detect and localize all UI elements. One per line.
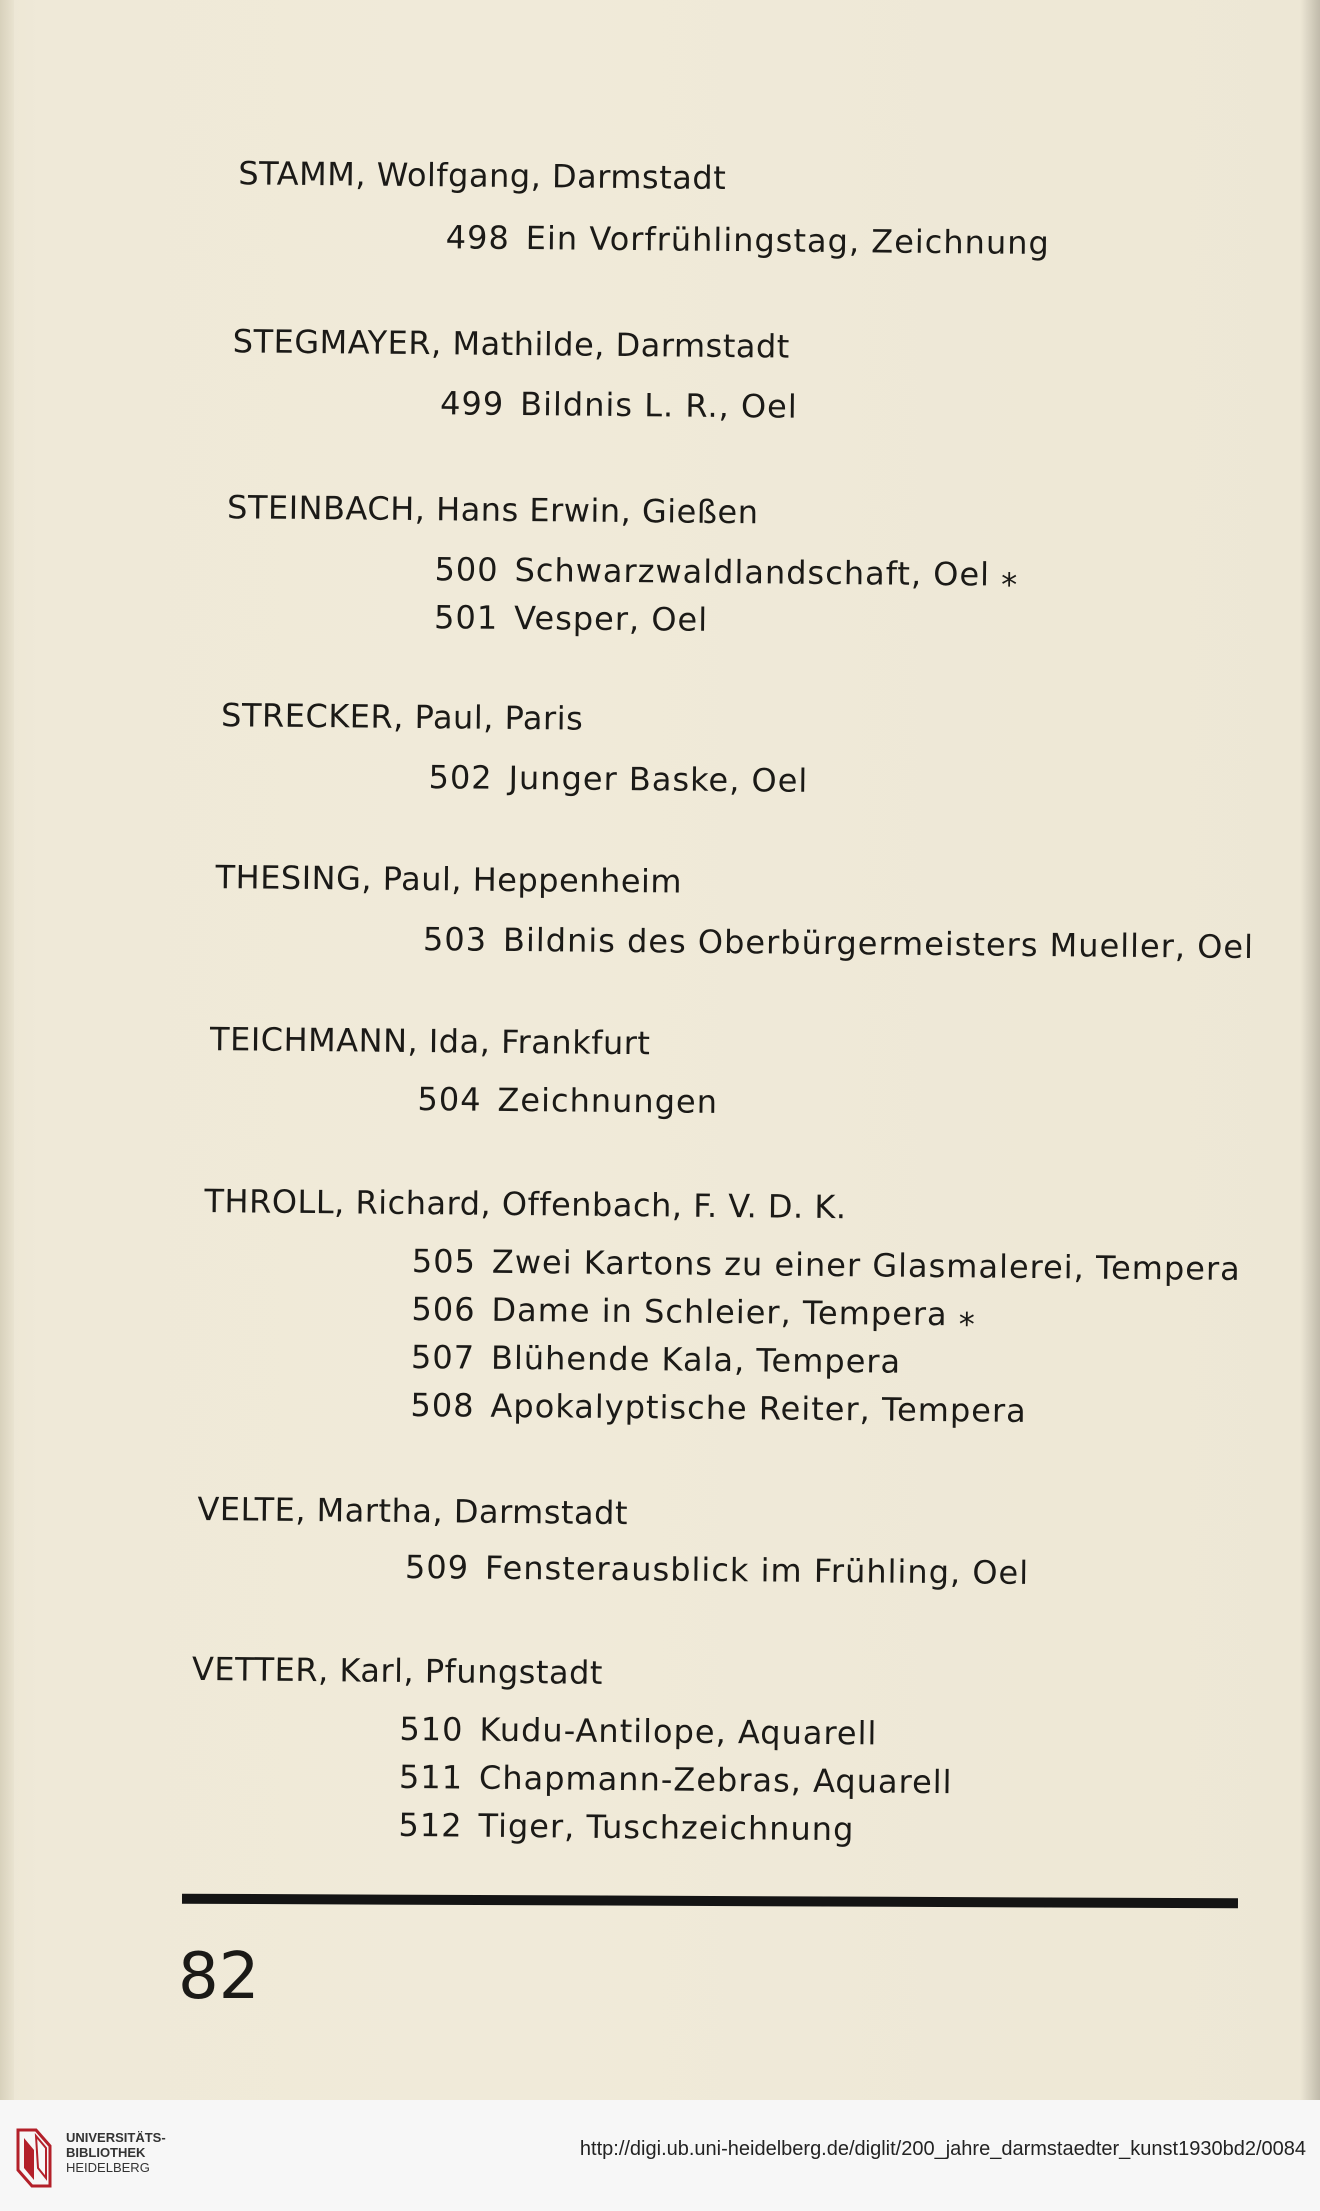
work-title: Bildnis L. R., Oel	[519, 385, 798, 426]
artist-heading: STRECKER, Paul, Paris	[220, 696, 584, 738]
artist-heading: STAMM, Wolfgang, Darmstadt	[238, 154, 727, 197]
work-title: Dame in Schleier, Tempera ⁎	[491, 1290, 976, 1334]
work-title: Schwarzwaldlandschaft, Oel ⁎	[514, 550, 1019, 594]
work-number: 510	[399, 1709, 464, 1749]
work-number: 507	[410, 1338, 476, 1377]
work-number: 504	[417, 1080, 482, 1119]
artist-heading: THROLL, Richard, Offenbach, F. V. D. K.	[204, 1182, 847, 1227]
artist-heading: STEGMAYER, Mathilde, Darmstadt	[232, 322, 791, 366]
work-entry	[399, 1710, 877, 1753]
work-number: 505	[411, 1242, 477, 1281]
work-entry	[399, 1758, 953, 1801]
source-url-link[interactable]: http://digi.ub.uni-heidelberg.de/diglit/200_jahre_darmstaedter_kunst1930bd2/0084	[579, 2138, 1306, 2160]
library-line: UNIVERSITÄTS-	[66, 2130, 166, 2145]
footer-bar	[0, 2100, 1320, 2211]
work-entry	[398, 1806, 854, 1848]
work-entry	[440, 384, 798, 425]
work-title: Apokalyptische Reiter, Tempera	[490, 1386, 1027, 1430]
work-title: Ein Vorfrühlingstag, Zeichnung	[525, 219, 1050, 263]
work-number: 499	[439, 384, 505, 423]
library-line: HEIDELBERG	[66, 2160, 150, 2175]
work-entry	[434, 598, 708, 639]
work-title: Kudu-Antilope, Aquarell	[479, 1710, 878, 1753]
work-title: Tiger, Tuschzeichnung	[478, 1806, 855, 1849]
work-entry	[405, 1548, 1029, 1592]
library-logo-icon	[12, 2128, 56, 2188]
work-entry	[411, 1290, 976, 1333]
work-entry	[417, 1080, 718, 1121]
work-number: 508	[410, 1386, 475, 1425]
work-title: Bildnis des Oberbürgermeisters Mueller, Oel	[502, 920, 1255, 967]
work-title: Junger Baske, Oel	[508, 758, 809, 800]
work-number: 503	[422, 920, 488, 959]
work-entry	[434, 550, 1018, 594]
page-shadow	[1300, 0, 1320, 2100]
work-entry	[410, 1386, 1027, 1430]
page-number: 82	[178, 1940, 260, 2014]
horizontal-rule	[182, 1894, 1238, 1909]
work-title: Zeichnungen	[497, 1080, 719, 1121]
work-title: Blühende Kala, Tempera	[490, 1338, 902, 1381]
work-entry	[411, 1338, 901, 1381]
artist-heading: VETTER, Karl, Pfungstadt	[191, 1649, 604, 1692]
artist-heading: THESING, Paul, Heppenheim	[215, 858, 683, 901]
work-entry	[423, 920, 1254, 966]
work-number: 498	[445, 218, 511, 257]
work-entry	[412, 1242, 1241, 1288]
work-number: 506	[411, 1290, 476, 1329]
work-number: 511	[398, 1757, 464, 1797]
work-title: Vesper, Oel	[513, 598, 709, 639]
artist-heading: TEICHMANN, Ida, Frankfurt	[209, 1020, 651, 1063]
page-edge	[0, 0, 14, 2100]
artist-heading: VELTE, Martha, Darmstadt	[197, 1489, 629, 1533]
work-entry	[446, 218, 1050, 262]
work-title: Zwei Kartons zu einer Glasmalerei, Tempera	[491, 1242, 1241, 1288]
work-number: 501	[433, 598, 499, 637]
artist-heading: STEINBACH, Hans Erwin, Gießen	[226, 488, 759, 532]
library-line: BIBLIOTHEK	[66, 2145, 146, 2160]
library-name	[66, 2130, 166, 2175]
work-title: Fensterausblick im Frühling, Oel	[484, 1548, 1030, 1592]
work-number: 509	[404, 1547, 470, 1587]
work-number: 512	[398, 1805, 463, 1845]
work-title: Chapmann-Zebras, Aquarell	[478, 1758, 953, 1802]
work-number: 502	[428, 758, 493, 797]
work-entry	[428, 758, 808, 800]
work-number: 500	[434, 550, 499, 589]
